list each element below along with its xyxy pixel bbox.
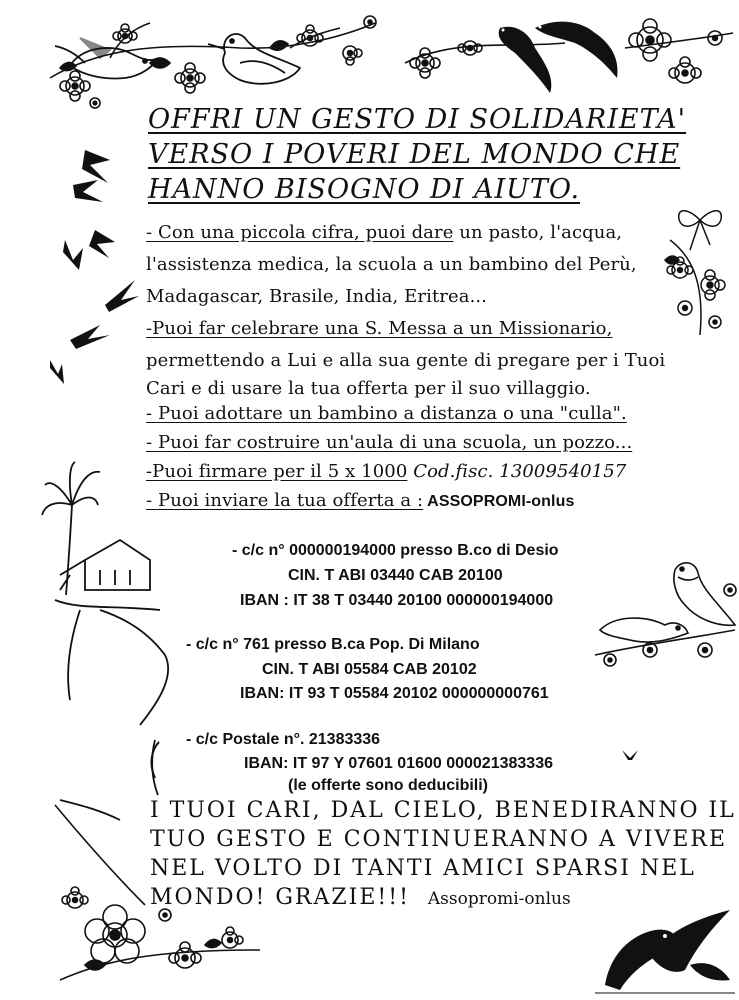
footer-line-2: TUO GESTO E CONTINUERANNO A VIVERE bbox=[150, 827, 728, 852]
body-line-7: - Puoi adottare un bambino a distanza o una "culla". bbox=[146, 403, 627, 424]
bracket-mark-icon bbox=[145, 740, 165, 780]
tax-code: Cod.fisc. 13009540157 bbox=[407, 461, 627, 482]
palm-tree-house-icon bbox=[40, 460, 190, 830]
right-bird-branch-icon bbox=[590, 555, 738, 680]
flower-icon bbox=[85, 905, 145, 963]
footer-line-1: I TUOI CARI, DAL CIELO, BENEDIRANNO IL bbox=[150, 798, 736, 823]
right-bow-flowers-icon bbox=[660, 200, 738, 340]
palm-tree-icon bbox=[42, 462, 100, 595]
body-line-10 bbox=[146, 490, 574, 511]
body-line-8: - Puoi far costruire un'aula di una scuola, un pozzo... bbox=[146, 432, 633, 453]
bank1-line-2: CIN. T ABI 03440 CAB 20100 bbox=[288, 567, 503, 584]
bird-icon bbox=[600, 618, 688, 642]
bank1-line-1: - c/c n° 000000194000 presso B.co di Desio bbox=[232, 542, 559, 559]
top-left-flower-branch-icon bbox=[40, 8, 380, 118]
bird-icon bbox=[208, 34, 300, 84]
body-line-9-underlined: -Puoi firmare per il 5 x 1000 bbox=[146, 461, 408, 482]
bank3-line-1: - c/c Postale n°. 21383336 bbox=[186, 731, 381, 748]
body-line-3: Madagascar, Brasile, India, Eritrea... bbox=[146, 286, 488, 307]
bottom-right-swallows-icon bbox=[595, 900, 735, 995]
organization-name: ASSOPROMI-onlus bbox=[423, 493, 575, 510]
title-line-2: VERSO I POVERI DEL MONDO CHE bbox=[148, 139, 681, 170]
swallow-icon bbox=[499, 22, 618, 93]
body-line-4: -Puoi far celebrare una S. Messa a un Missionario, bbox=[146, 318, 613, 339]
footer-thanks: MONDO! GRAZIE!!! bbox=[150, 885, 410, 910]
footer-signature: Assopromi-onlus bbox=[427, 889, 571, 909]
title-line-3: HANNO BISOGNO DI AIUTO. bbox=[148, 174, 581, 205]
bank2-line-1: - c/c n° 761 presso B.ca Pop. Di Milano bbox=[186, 636, 480, 653]
body-line-1 bbox=[146, 222, 622, 243]
body-line-5: permettendo a Lui e alla sua gente di pregare per i Tuoi bbox=[146, 350, 666, 371]
footer-line-3: NEL VOLTO DI TANTI AMICI SPARSI NEL bbox=[150, 856, 696, 881]
house-icon bbox=[60, 540, 150, 590]
bank2-line-3: IBAN: IT 93 T 05584 20102 000000000761 bbox=[240, 685, 549, 702]
body-line-1-underlined: - Con una piccola cifra, puoi dare bbox=[146, 222, 454, 243]
footer-line-4 bbox=[150, 885, 571, 910]
body-line-6: Cari e di usare la tua offerta per il suo villaggio. bbox=[146, 378, 591, 399]
bank3-line-2: IBAN: IT 97 Y 07601 01600 000021383336 bbox=[244, 755, 553, 772]
body-line-9 bbox=[146, 461, 626, 482]
body-line-2: l'assistenza medica, la scuola a un bambino del Perù, bbox=[146, 254, 637, 275]
left-swallows-icon bbox=[45, 140, 145, 390]
bank1-line-3: IBAN : IT 38 T 03440 20100 000000194000 bbox=[240, 592, 554, 609]
title-line-1: OFFRI UN GESTO DI SOLIDARIETA' bbox=[148, 104, 687, 135]
small-swallow-icon bbox=[620, 748, 640, 764]
top-right-swallows-icon bbox=[395, 8, 735, 103]
deductible-note: (le offerte sono deducibili) bbox=[288, 777, 489, 794]
bow-icon bbox=[679, 211, 722, 250]
body-line-1-rest: un pasto, l'acqua, bbox=[453, 222, 623, 243]
bank2-line-2: CIN. T ABI 05584 CAB 20102 bbox=[262, 661, 477, 678]
body-line-10-underlined: - Puoi inviare la tua offerta a : bbox=[146, 490, 424, 511]
